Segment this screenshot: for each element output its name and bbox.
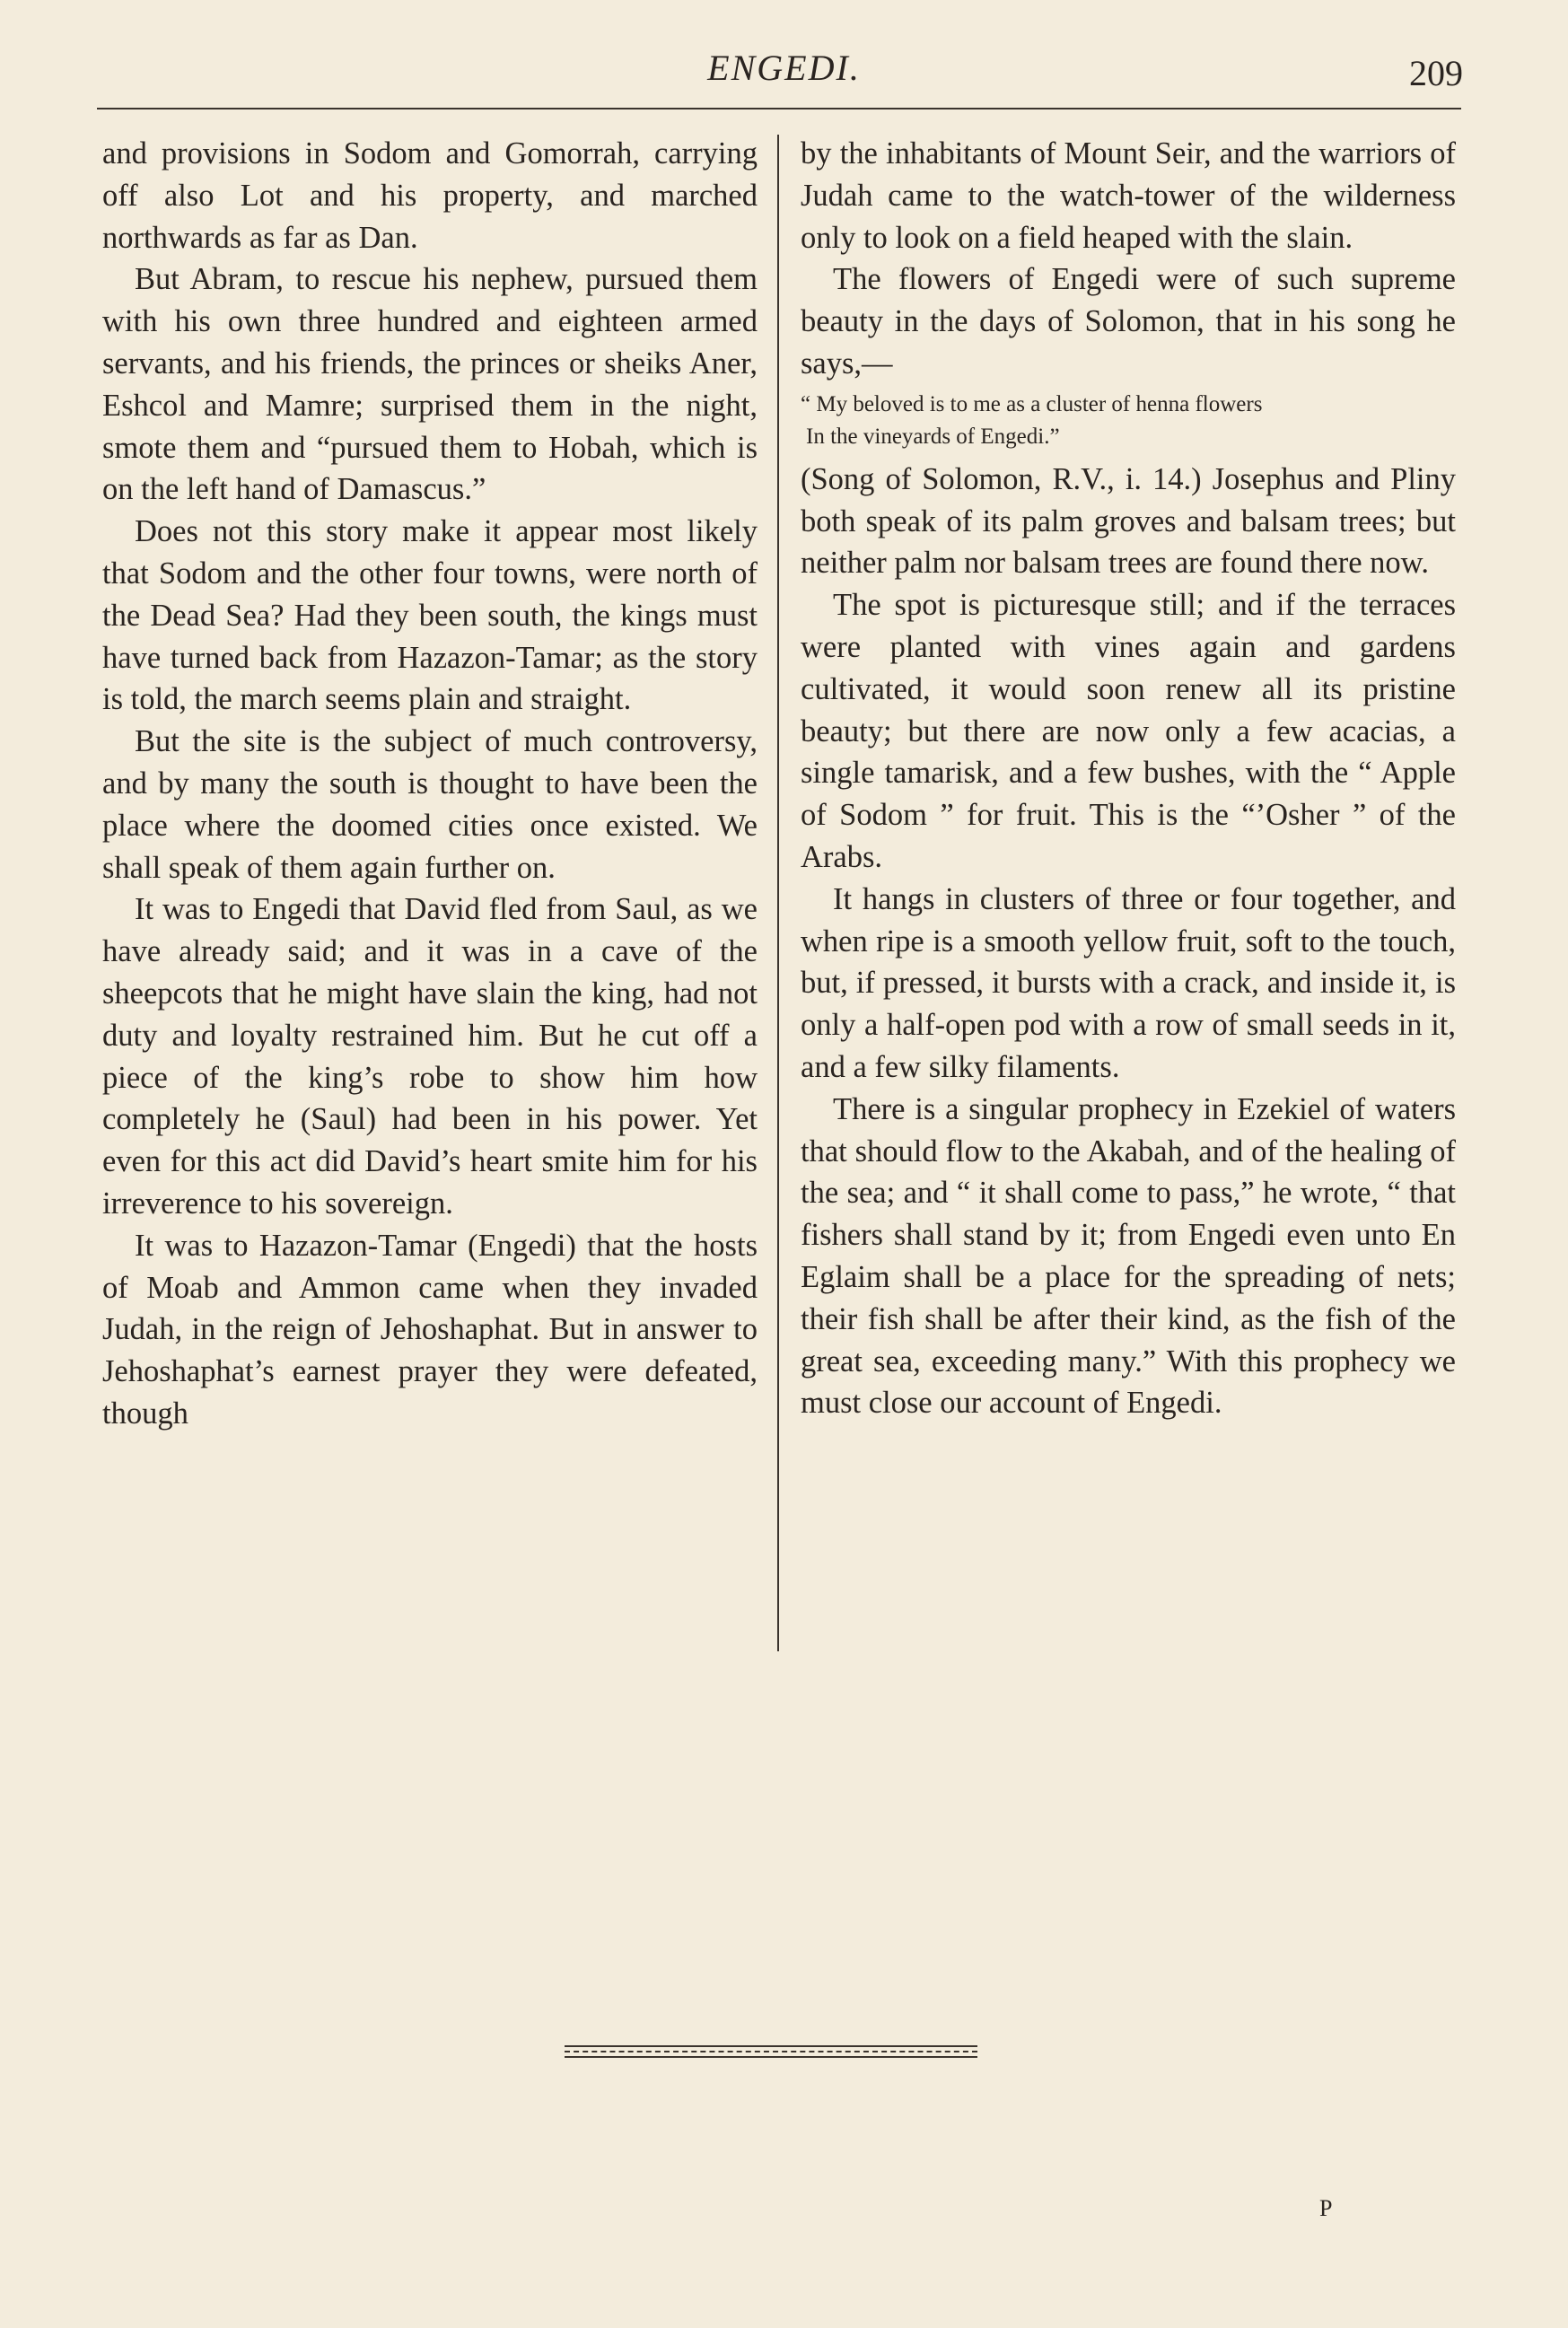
paragraph: There is a singular prophecy in Ezekiel of waters that should flow to the Akabah, and of the healing of the sea; and “ it shall come to pass,” he wrote, “ that fishers shall stand by it; from Engedi even unto En Eglaim shall be a place for the spreading of nets; their fish shall be after their kind, as the fish of the great sea, exceeding many.” With this prophecy we must close our account of Engedi.	[801, 1091, 1456, 1421]
header-rule	[97, 108, 1461, 109]
verse-line: “ My beloved is to me as a cluster of henna flowers	[801, 391, 1263, 416]
ornament-rule	[565, 2056, 977, 2058]
ornament-rule	[565, 2045, 977, 2047]
paragraph: It was to Engedi that David fled from Saul, as we have already said; and it was in a cave of the sheepcots that he might have slain the king, had not duty and loyalty restrained him. But he cut off a piece of the king’s robe to show him how completely he (Saul) had been in his power. Yet even for this act did David’s heart smite him for his irreverence to his sovereign.	[102, 892, 758, 1221]
paragraph: by the inhabitants of Mount Seir, and the warriors of Judah came to the watch-tower of the wilderness only to look on a field heaped with the slain.	[801, 136, 1456, 255]
column-divider	[777, 135, 779, 1651]
paragraph: The spot is picturesque still; and if the terraces were planted with vines again and gardens cultivated, it would soon renew all its pristine beauty; but there are now only a few acacias, a single tamarisk, and a few bushes, with the “ Apple of Sodom ” for fruit. This is the “’Osher ” of the Arabs.	[801, 588, 1456, 874]
paragraph: Does not this story make it appear most likely that Sodom and the other four towns, were north of the Dead Sea? Had they been south, the kings must have turned back from Hazazon-Tamar; as the story is told, the march seems plain and straight.	[102, 514, 758, 717]
paragraph: The flowers of Engedi were of such supreme beauty in the days of Solomon, that in his song he says,—	[801, 262, 1456, 381]
signature-mark: P	[1319, 2195, 1335, 2221]
paragraph: and provisions in Sodom and Gomorrah, carrying off also Lot and his property, and marched northwards as far as Dan.	[102, 136, 758, 255]
page-number: 209	[1409, 53, 1463, 93]
verse-line: In the vineyards of Engedi.”	[806, 424, 1060, 449]
ornament-rule	[565, 2051, 977, 2052]
end-ornament-rules	[565, 2045, 977, 2061]
paragraph: (Song of Solomon, R.V., i. 14.) Josephus and Pliny both speak of its palm groves and balsam trees; but neither palm nor balsam trees are found there now.	[801, 461, 1456, 581]
paragraph: It was to Hazazon-Tamar (Engedi) that the hosts of Moab and Ammon came when they invaded Judah, in the reign of Jehoshaphat. But in answer to Jehoshaphat’s earnest prayer they were defeated, though	[102, 1228, 758, 1431]
right-column	[801, 133, 1456, 1424]
verse-quote	[801, 389, 1456, 453]
paragraph: But Abram, to rescue his nephew, pursued them with his own three hundred and eighteen armed servants, and his friends, the princes or sheiks Aner, Eshcol and Mamre; surprised them in the night, smote them and “pursued them to Hobah, which is on the left hand of Damascus.”	[102, 262, 758, 507]
running-title: ENGEDI.	[707, 48, 861, 88]
paragraph: It hangs in clusters of three or four together, and when ripe is a smooth yellow fruit, soft to the touch, but, if pressed, it bursts with a crack, and inside it, is only a half-open pod with a row of small seeds in it, and a few silky filaments.	[801, 881, 1456, 1084]
left-column	[102, 133, 758, 1435]
paragraph: But the site is the subject of much controversy, and by many the south is thought to have been the place where the doomed cities once existed. We shall speak of them again further on.	[102, 724, 758, 885]
